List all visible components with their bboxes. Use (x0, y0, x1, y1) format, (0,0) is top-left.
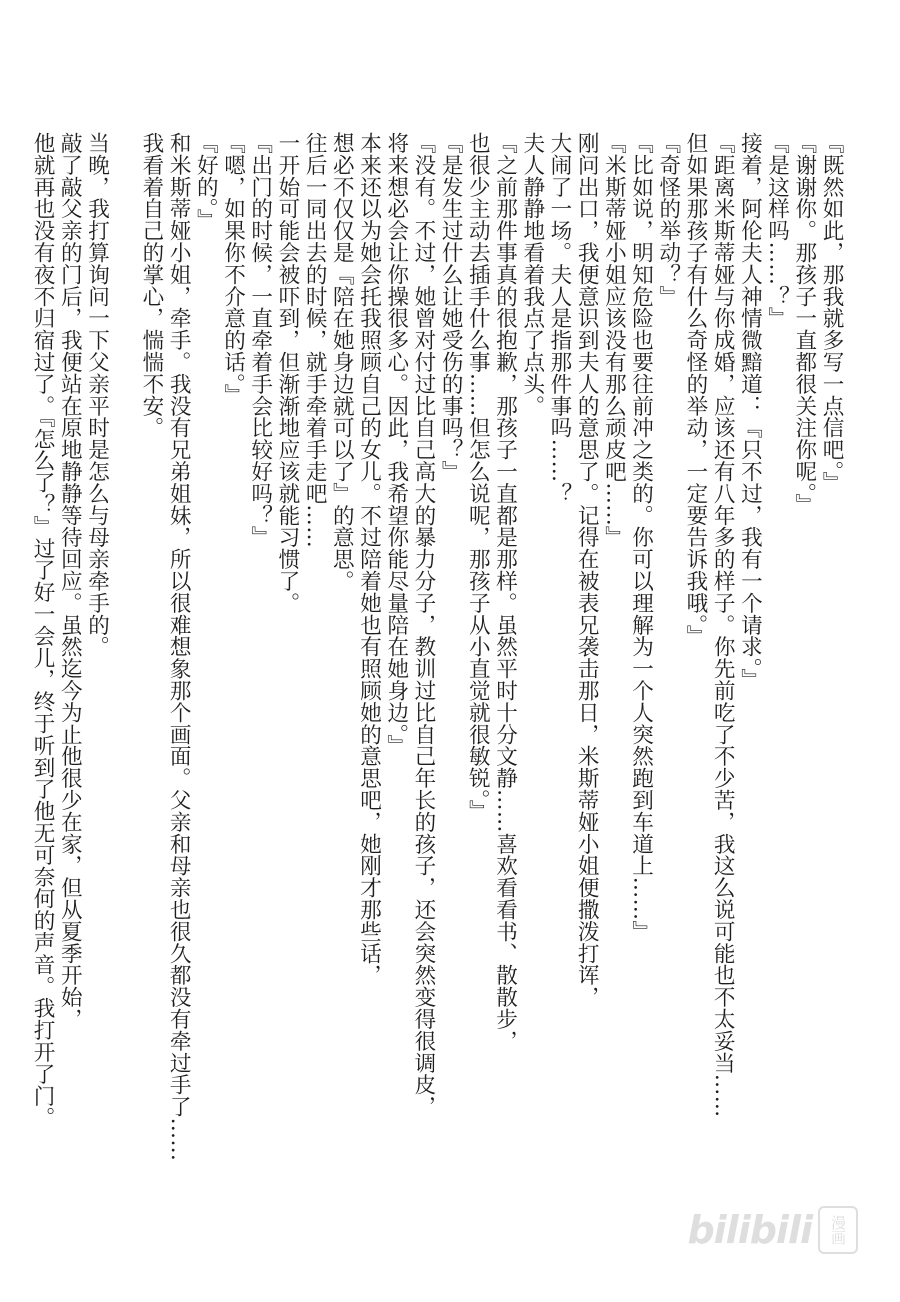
text-line: 和米斯蒂娅小姐，牵手。我没有兄弟姐妹，所以很难想象那个画面。父亲和母亲也很久都没有牵过手了…… (166, 132, 192, 1162)
text-line: 『没有。不过，她曾对付过比自己高大的暴力分子，教训过比自己年长的孩子，还会突然变得很调皮， (410, 132, 436, 1118)
watermark-brand: bilibili (687, 1208, 812, 1252)
text-line: 『嗯，如果你不介意的话。』 (220, 132, 246, 406)
text-line: 『之前那件事真的很抱歉，那孩子一直都是那样。虽然平时十分文静……喜欢看看书、散散步， (492, 132, 518, 1052)
text-line: 一开始可能会被吓到，但渐渐地应该就能习惯了。 (274, 132, 300, 614)
text-line: 往后一同出去的时候，就手牵着手走吧…… (302, 132, 328, 549)
text-line: 『好的。』 (193, 132, 219, 231)
text-line: 敲了敲父亲的门后，我便站在原地静静等待回应。虽然迄今为止他很少在家，但从夏季开始， (57, 132, 83, 1030)
text-line: 『出门的时候，一直牵着手会比较好吗？』 (247, 132, 273, 549)
text-line: 本来还以为她会托我照顾自己的女儿。不过陪着她也有照顾她的意思吧，她刚才那些话， (356, 132, 382, 987)
text-line: 也很少主动去插手什么事……但怎么说呢，那孩子从小直觉就很敏锐。』 (465, 132, 491, 822)
text-line: 接着，阿伦夫人神情微黯道：『只不过，我有一个请求。』 (737, 132, 763, 691)
text-line: 但如果那孩子有什么奇怪的举动，一定要告诉我哦。』 (682, 132, 708, 647)
text-line: 『米斯蒂娅小姐应该没有那么顽皮吧……』 (601, 132, 627, 549)
text-line: 将来想必会让你操很多心。因此，我希望你能尽量陪在她身边。』 (383, 132, 409, 757)
text-line: 『是这样吗……？』 (764, 132, 790, 330)
text-line: 夫人静静地看着我点了点头。 (519, 132, 545, 417)
watermark-seal: 漫画 (818, 1206, 858, 1254)
bilibili-manga-watermark (687, 1206, 858, 1254)
text-line: 『既然如此，那我就多写一点信吧。』 (819, 132, 844, 494)
text-line: 想必不仅仅是『陪在她身边就可以了』的意思。 (329, 132, 355, 592)
text-line: 大闹了一场。夫人是指那件事吗……？ (546, 132, 572, 505)
text-line: 『是发生过什么让她受伤的事吗？』 (438, 132, 464, 483)
blank-line (111, 132, 138, 1142)
text-line: 『比如说，明知危险也要往前冲之类的。你可以理解为一个人突然跑到车道上……』 (628, 132, 654, 943)
novel-text-block (29, 132, 845, 1162)
text-line: 刚问出口，我便意识到夫人的意思了。记得在被表兄袭击那日，米斯蒂娅小姐便撒泼打诨， (574, 132, 600, 1008)
text-line: 『谢谢你。那孩子一直都很关注你呢。』 (791, 132, 817, 516)
text-line: 『距离米斯蒂娅与你成婚，应该还有八年多的样子。你先前吃了不少苦，我这么说可能也不太妥当…… (710, 132, 736, 1118)
text-line: 他就再也没有夜不归宿过了。『怎么了？』过了好一会儿，终于听到了他无可奈何的声音。我打开了门。 (30, 132, 56, 1129)
text-line: 我看着自己的掌心，惴惴不安。 (138, 132, 164, 439)
text-line: 当晚，我打算询问一下父亲平时是怎么与母亲牵手的。 (84, 132, 110, 658)
text-line: 『奇怪的举动？』 (655, 132, 681, 308)
